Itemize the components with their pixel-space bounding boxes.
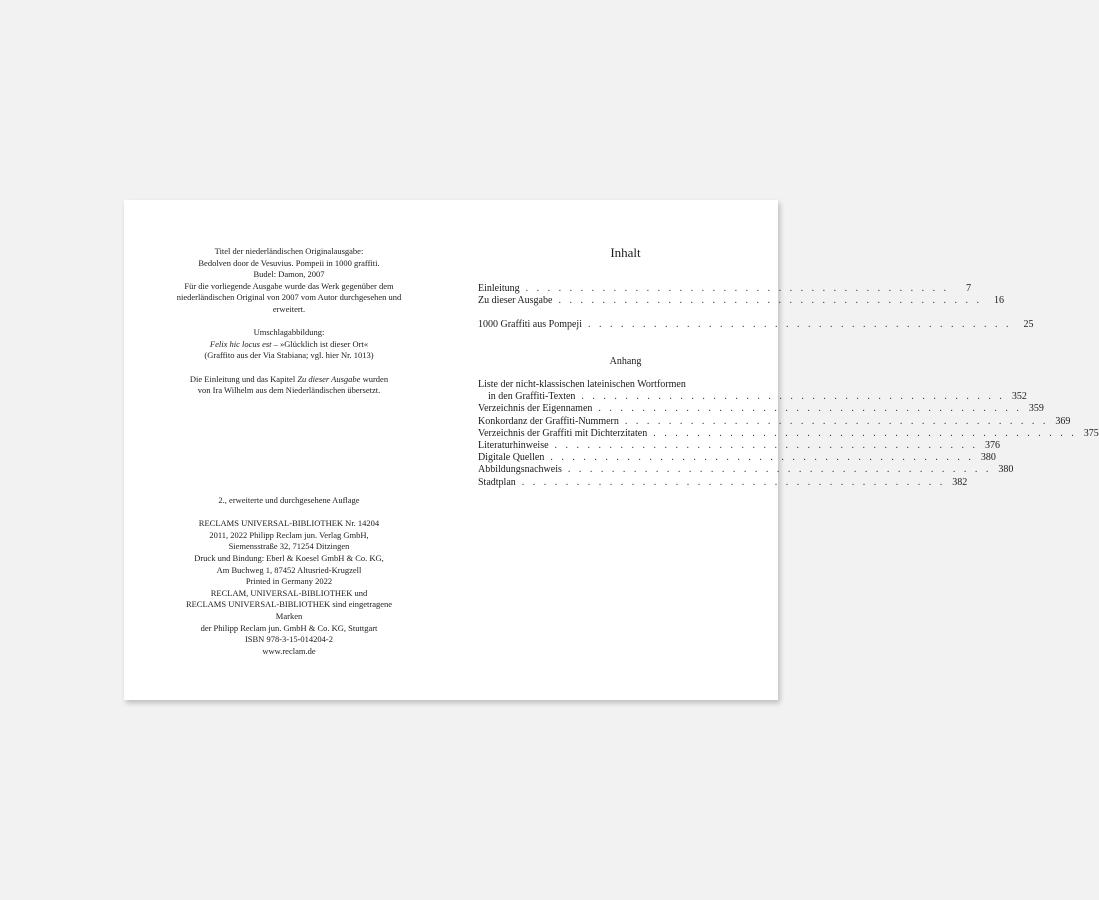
toc-leader-dots: . . . . . . . . . . . . . . . . . . . . . . . . . . . . . . . . . . . . . . .	[550, 452, 974, 464]
toc-entry-label: Digitale Quellen	[478, 452, 545, 464]
toc-entry-page: 359	[1028, 403, 1044, 415]
imprint-line: Bedolven door de Vesuvius. Pompeii in 1000 graffiti.	[198, 257, 380, 268]
toc-entry-page: 369	[1055, 415, 1071, 427]
toc-entry-page: 352	[1011, 391, 1027, 403]
imprint-line: Druck und Bindung: Eberl & Koesel GmbH & Co. KG,	[194, 552, 384, 563]
toc-entry[interactable]	[478, 295, 1004, 307]
imprint-line: Siemensstraße 32, 71254 Ditzingen	[228, 541, 350, 552]
toc-entry-label: in den Graffiti-Texten	[488, 391, 576, 403]
toc-leader-dots: . . . . . . . . . . . . . . . . . . . . . . . . . . . . . . . . . . . . . . .	[558, 295, 982, 307]
cover-heading: Umschlagabbildung:	[253, 327, 325, 338]
toc-entry-label: Konkordanz der Graffiti-Nummern	[478, 415, 619, 427]
imprint-top-block	[174, 246, 404, 397]
cover-source: (Graffito aus der Via Stabiana; vgl. hier Nr. 1013)	[204, 350, 374, 361]
imprint-bottom-block	[174, 495, 404, 657]
toc-entry-label: Liste der nicht-klassischen lateinischen Wortformen	[478, 379, 686, 390]
toc-entry[interactable]	[478, 452, 996, 464]
toc-leader-dots: . . . . . . . . . . . . . . . . . . . . . . . . . . . . . . . . . . . . . . .	[525, 283, 950, 294]
toc-entry-page: 7	[966, 283, 972, 294]
toc-entry-label: Zu dieser Ausgabe	[478, 295, 553, 307]
imprint-line: Budel: Damon, 2007	[253, 269, 325, 280]
toc-entry[interactable]	[478, 415, 1071, 428]
toc-entry-page: 380	[980, 452, 996, 464]
imprint-line: RECLAM, UNIVERSAL-BIBLIOTHEK und	[210, 587, 368, 598]
imprint-line: RECLAMS UNIVERSAL-BIBLIOTHEK Nr. 14204	[198, 518, 380, 529]
toc-entry-label: 1000 Graffiti aus Pompeji	[478, 319, 582, 330]
toc-entry[interactable]	[478, 403, 1044, 415]
translation-note: Die Einleitung und das Kapitel Zu dieser Ausgabe wurden	[189, 373, 389, 384]
toc-entry-page: 380	[998, 464, 1014, 476]
toc-entry[interactable]	[478, 427, 1099, 440]
cover-caption-german: – »Glücklich ist dieser Ort«	[271, 338, 369, 349]
imprint-line: www.reclam.de	[262, 645, 316, 656]
toc-entry[interactable]	[478, 391, 1027, 403]
contents-title: Inhalt	[610, 245, 641, 260]
imprint-line: erweitert.	[272, 303, 306, 314]
toc-entry[interactable]	[478, 476, 968, 489]
toc-entry-label: Abbildungsnachweis	[478, 464, 562, 476]
original-edition-info	[174, 246, 404, 316]
imprint-line: Titel der niederländischen Originalausgabe:	[214, 246, 364, 256]
toc-entry[interactable]	[478, 440, 1001, 452]
imprint-line: der Philipp Reclam jun. GmbH & Co. KG, Stuttgart	[200, 622, 378, 633]
toc-entry-label: Verzeichnis der Graffiti mit Dichterzitaten	[478, 427, 648, 439]
toc-leader-dots: . . . . . . . . . . . . . . . . . . . . . . . . . . . . . . . . . . . . . . .	[587, 319, 1012, 330]
toc-entry-label: Stadtplan	[478, 476, 516, 488]
toc-entry[interactable]	[478, 319, 1034, 331]
toc-main-list-2	[478, 319, 1034, 331]
toc-leader-dots: . . . . . . . . . . . . . . . . . . . . . . . . . . . . . . . . . . . . . . .	[567, 464, 992, 476]
toc-leader-dots: . . . . . . . . . . . . . . . . . . . . . . . . . . . . . . . . . . . . . . .	[653, 427, 1077, 439]
imprint-line: ISBN 978-3-15-014204-2	[244, 634, 334, 645]
imprint-line: RECLAMS UNIVERSAL-BIBLIOTHEK sind eingetragene Marken	[185, 599, 393, 621]
toc-leader-dots: . . . . . . . . . . . . . . . . . . . . . . . . . . . . . . . . . . . . . . .	[521, 476, 946, 488]
cover-caption	[174, 339, 404, 351]
cover-caption-latin: Felix hic locus est	[209, 338, 272, 349]
imprint-line: Am Buchweg 1, 87452 Altusried-Krugzell	[216, 564, 362, 575]
toc-entry-page: 376	[985, 440, 1001, 452]
toc-leader-dots: . . . . . . . . . . . . . . . . . . . . . . . . . . . . . . . . . . . . . . .	[598, 403, 1022, 415]
toc-leader-dots: . . . . . . . . . . . . . . . . . . . . . . . . . . . . . . . . . . . . . . .	[554, 440, 979, 452]
translation-note-line2: von Ira Wilhelm aus dem Niederländischen übersetzt.	[197, 385, 381, 396]
toc-leader-dots: . . . . . . . . . . . . . . . . . . . . . . . . . . . . . . . . . . . . . . .	[581, 391, 1005, 403]
toc-entry-label: Literaturhinweise	[478, 440, 549, 452]
toc-appendix-list	[478, 379, 1099, 489]
toc-entry[interactable]	[478, 283, 972, 295]
contents-page	[473, 200, 1099, 700]
publisher-info	[174, 518, 404, 657]
imprint-line: Für die vorliegende Ausgabe wurde das Werk gegenüber dem	[184, 280, 394, 291]
imprint-line: niederländischen Original von 2007 vom Autor durchgesehen und	[176, 292, 402, 303]
toc-entry[interactable]	[478, 464, 1014, 476]
edition-note: 2., erweiterte und durchgesehene Auflage	[218, 495, 360, 505]
imprint-page	[124, 200, 453, 700]
toc-entry-page: 16	[993, 295, 1004, 307]
toc-entry-page: 382	[952, 476, 968, 488]
toc-entry-label: Einleitung	[478, 283, 520, 294]
toc-main-list	[478, 283, 1004, 307]
toc-entry-page: 375	[1083, 427, 1099, 439]
appendix-heading: Anhang	[609, 356, 642, 367]
book-spread	[124, 200, 1099, 700]
toc-entry	[478, 379, 734, 391]
toc-leader-dots: . . . . . . . . . . . . . . . . . . . . . . . . . . . . . . . . . . . . . . .	[624, 415, 1049, 427]
toc-entry-page: 25	[1023, 319, 1034, 330]
toc-entry-label: Verzeichnis der Eigennamen	[478, 403, 593, 415]
imprint-line: 2011, 2022 Philipp Reclam jun. Verlag GmbH,	[209, 529, 369, 540]
imprint-line: Printed in Germany 2022	[245, 576, 333, 587]
